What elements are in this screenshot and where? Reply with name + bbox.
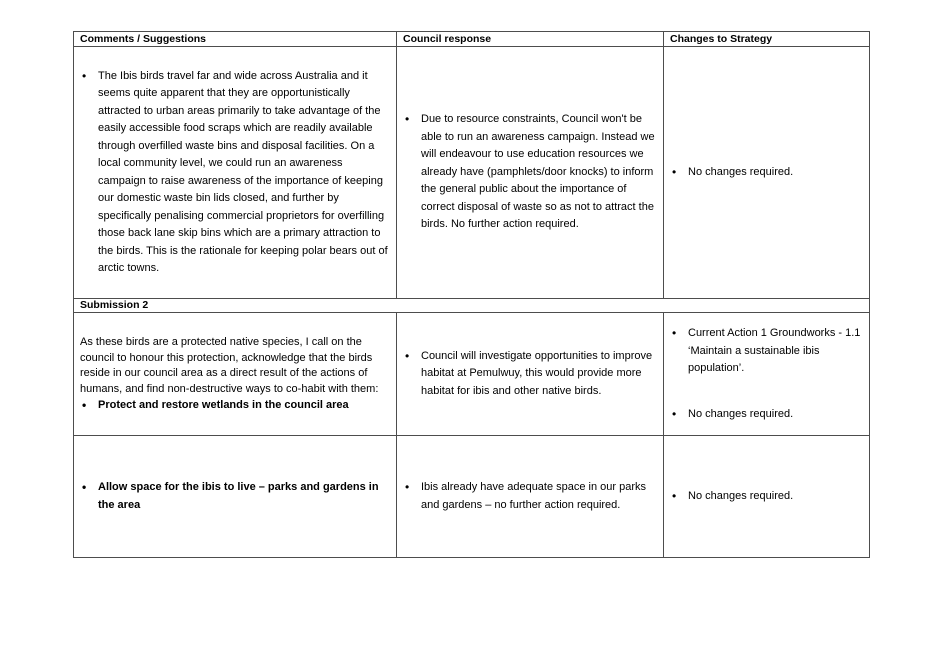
comment-list xyxy=(80,479,390,514)
change-list xyxy=(670,488,863,506)
response-cell xyxy=(397,436,664,558)
comment-item: • Protect and restore wetlands in the council area xyxy=(80,397,390,413)
header-comments: Comments / Suggestions xyxy=(74,32,397,47)
change-item: • Current Action 1 Groundworks - 1.1 ‘Maintain a sustainable ibis population’. xyxy=(670,325,863,378)
response-list xyxy=(403,111,657,234)
response-item: • Council will investigate opportunities to improve habitat at Pemulwuy, this would provide more habitat for ibis and other native birds. xyxy=(403,348,657,401)
comment-intro: As these birds are a protected native species, I call on the council to honour this protection, acknowledge that the birds reside in our council area as a direct result of the actions of humans, and find non-destructive ways to co-habit with them: xyxy=(80,336,379,395)
change-cell xyxy=(664,436,870,558)
comment-item: • The Ibis birds travel far and wide across Australia and it seems quite apparent that they are opportunistically attracted to urban areas primarily to take advantage of the easily accessible food scraps which are readily available through overfilled waste bins and disposal facilities. On a local community level, we could run an awareness campaign to raise awareness of the importance of keeping our domestic waste bin lids closed, and further by specifically penalising commercial proprietors for overfilling those back lane skip bins which are a primary attraction to the birds. This is the rationale for keeping polar bears out of arctic towns. xyxy=(80,68,390,278)
table-header-row xyxy=(74,32,870,47)
submissions-table xyxy=(73,31,870,558)
comment-cell xyxy=(74,47,397,299)
response-list xyxy=(403,348,657,401)
section-title: Submission 2 xyxy=(74,299,870,313)
response-cell xyxy=(397,47,664,299)
response-item: • Due to resource constraints, Council won't be able to run an awareness campaign. Instead we will endeavour to use education resources we already have (pamphlets/door knocks) to inform the general public about the importance of correct disposal of waste so as not to attract the birds. No further action required. xyxy=(403,111,657,234)
change-list xyxy=(670,164,863,182)
section-row xyxy=(74,299,870,313)
change-list xyxy=(670,406,863,424)
table-row xyxy=(74,436,870,558)
table-row xyxy=(74,47,870,299)
comment-cell xyxy=(74,436,397,558)
response-cell xyxy=(397,313,664,436)
spacer xyxy=(670,378,863,406)
table-row xyxy=(74,313,870,436)
comment-cell xyxy=(74,313,397,436)
change-list xyxy=(670,325,863,378)
comment-item: • Allow space for the ibis to live – parks and gardens in the area xyxy=(80,479,390,514)
change-item: • No changes required. xyxy=(670,164,863,182)
header-council-response: Council response xyxy=(397,32,664,47)
change-cell xyxy=(664,47,870,299)
response-item: • Ibis already have adequate space in our parks and gardens – no further action required. xyxy=(403,479,657,514)
change-item: • No changes required. xyxy=(670,406,863,424)
comment-list xyxy=(80,68,390,278)
comment-list xyxy=(80,397,390,413)
change-item: • No changes required. xyxy=(670,488,863,506)
response-list xyxy=(403,479,657,514)
header-changes-to-strategy: Changes to Strategy xyxy=(664,32,870,47)
change-cell xyxy=(664,313,870,436)
